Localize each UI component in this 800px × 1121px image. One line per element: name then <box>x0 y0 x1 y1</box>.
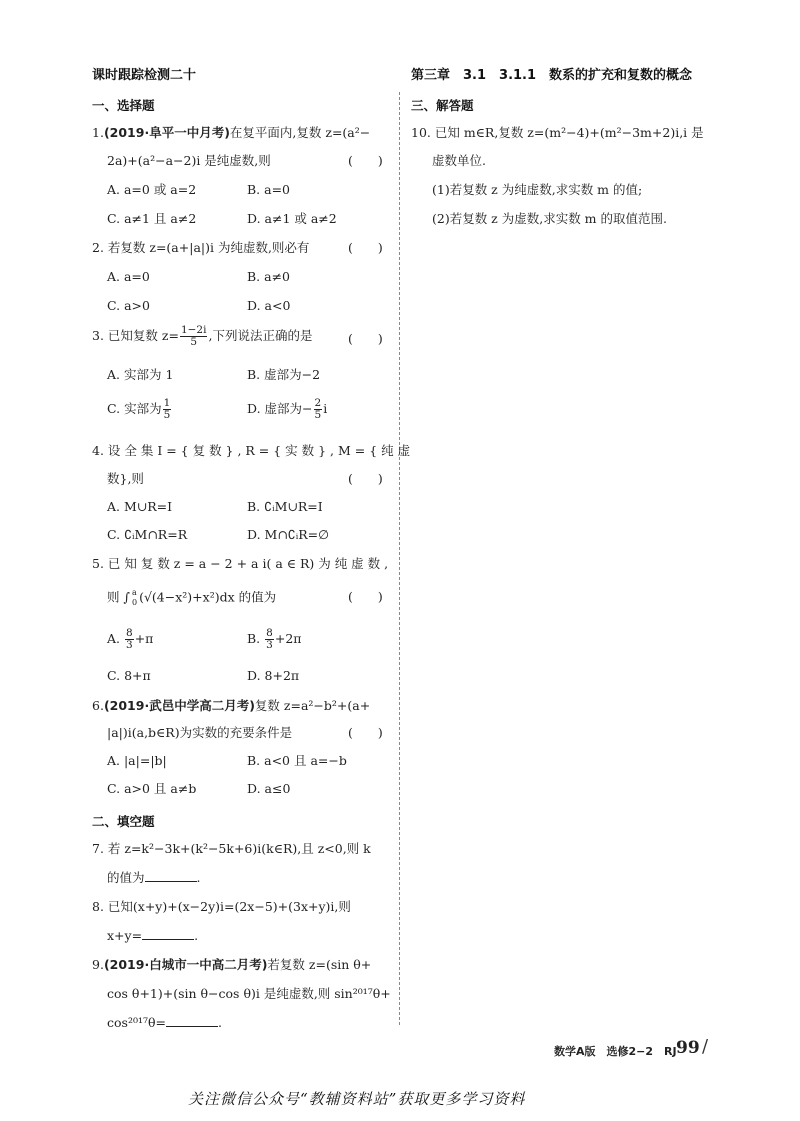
q3-option-d <box>247 398 327 421</box>
q8-post: . <box>194 928 199 943</box>
q1-option-d: D. a≠1 或 a≠2 <box>247 211 337 226</box>
q8-pre: x+y= <box>107 928 143 943</box>
q9-post: . <box>217 1015 222 1030</box>
q9-source: (2019·白城市一中高二月考) <box>103 957 268 972</box>
page-slash: / <box>702 1036 709 1057</box>
q4-option-a: A. M∪R=I <box>107 499 173 514</box>
q5-integral-sign: 则 ∫ <box>107 589 130 605</box>
q1-source: (2019·阜平一中月考) <box>103 125 230 140</box>
chapter-heading: 第三章 3.1 3.1.1 数系的扩充和复数的概念 <box>411 68 693 83</box>
q3-option-a: A. 实部为 1 <box>107 367 174 382</box>
question-7-line-2 <box>107 869 201 887</box>
q5-a-post: +π <box>134 631 154 646</box>
q3-fraction <box>180 325 208 348</box>
q3-c-fraction <box>163 398 172 421</box>
question-10-line-1: 10. 已知 m∈R,复数 z=(m²−4)+(m²−3m+2)i,i 是 <box>411 125 704 140</box>
q4-option-c: C. ∁ᵢM∩R=R <box>107 527 188 542</box>
q9-number: 9. <box>92 957 104 972</box>
q6-option-d: D. a≤0 <box>247 781 291 796</box>
question-6-line-2: |a|)i(a,b∈R)为实数的充要条件是 <box>107 725 293 740</box>
book-label: 数学A版 选修2−2 RJ <box>554 1045 677 1058</box>
q7-post: . <box>196 870 201 885</box>
q6-text-1: 复数 z=a²−b²+(a+ <box>254 698 371 713</box>
column-divider <box>399 92 400 1025</box>
q6-option-a: A. |a|=|b| <box>107 753 167 768</box>
question-1-line-1 <box>92 124 370 142</box>
section-fill-title: 二、填空题 <box>92 814 155 829</box>
question-10-part-1: (1)若复数 z 为纯虚数,求实数 m 的值; <box>432 182 643 197</box>
q1-answer-paren: ( ) <box>348 153 383 168</box>
q5-integrand: (√(4−x²)+x²)dx 的值为 <box>139 589 277 605</box>
q3-option-b: B. 虚部为−2 <box>247 367 321 382</box>
question-9-line-3 <box>107 1014 222 1032</box>
q3-c-pre: C. 实部为 <box>107 401 162 416</box>
q5-b-num: 8 <box>266 627 273 639</box>
page-heading-left: 课时跟踪检测二十 <box>92 68 197 83</box>
question-1-line-2: 2a)+(a²−a−2)i 是纯虚数,则 <box>107 153 271 168</box>
q9-text-1: 若复数 z=(sin θ+ <box>267 957 372 972</box>
q2-option-b: B. a≠0 <box>247 269 291 284</box>
q5-option-b <box>247 628 302 651</box>
q5-lower: 0 <box>132 598 138 607</box>
q3-c-num: 1 <box>163 397 171 409</box>
q9-answer-blank <box>166 1014 218 1027</box>
q1-option-b: B. a=0 <box>247 182 291 197</box>
q5-option-d: D. 8+2π <box>247 668 300 683</box>
q3-c-den: 5 <box>163 409 171 421</box>
q6-answer-paren: ( ) <box>348 725 383 740</box>
section-choice-title: 一、选择题 <box>92 98 155 113</box>
question-8-line-1: 8. 已知(x+y)+(x−2y)i=(2x−5)+(3x+y)i,则 <box>92 899 351 914</box>
q8-answer-blank <box>142 927 194 940</box>
wechat-note: 关注微信公众号“教辅资料站”获取更多学习资料 <box>188 1090 526 1108</box>
q5-option-c: C. 8+π <box>107 668 151 683</box>
q5-b-den: 3 <box>266 639 273 651</box>
q1-option-a: A. a=0 或 a=2 <box>107 182 197 197</box>
question-5-line-1: 5. 已 知 复 数 z = a − 2 + a i( a ∈ R) 为 纯 虚 数 , <box>92 556 389 571</box>
q2-option-a: A. a=0 <box>107 269 150 284</box>
q3-post: ,下列说法正确的是 <box>208 328 313 343</box>
q3-frac-den: 5 <box>190 336 198 348</box>
q5-b-post: +2π <box>274 631 302 646</box>
question-7-line-1: 7. 若 z=k²−3k+(k²−5k+6)i(k∈R),且 z<0,则 k <box>92 841 371 856</box>
question-4-line-1: 4. 设 全 集 I = { 复 数 } , R = { 实 数 } , M = { 纯 虚 <box>92 443 411 458</box>
q7-pre: 的值为 <box>107 870 145 885</box>
q3-option-c <box>107 398 172 421</box>
q3-pre: 3. 已知复数 z= <box>92 328 179 343</box>
q5-a-fraction <box>125 628 134 651</box>
q7-answer-blank <box>145 869 197 882</box>
q1-number: 1. <box>92 125 104 140</box>
question-9-line-1 <box>92 956 371 974</box>
q5-a-den: 3 <box>126 639 133 651</box>
q3-answer-paren: ( ) <box>348 331 383 346</box>
q5-a-label: A. <box>107 631 121 646</box>
question-6-line-1 <box>92 697 370 715</box>
question-9-line-2: cos θ+1)+(sin θ−cos θ)i 是纯虚数,则 sin²⁰¹⁷θ+ <box>107 986 391 1001</box>
q5-upper: a <box>132 588 137 597</box>
q6-option-c: C. a>0 且 a≠b <box>107 781 197 796</box>
q4-option-d: D. M∩∁ᵢR=∅ <box>247 527 330 542</box>
q4-option-b: B. ∁ᵢM∪R=I <box>247 499 323 514</box>
q2-option-d: D. a<0 <box>247 298 291 313</box>
section-answer-title: 三、解答题 <box>411 98 474 113</box>
q5-answer-paren: ( ) <box>348 589 383 604</box>
q3-d-fraction <box>314 398 323 421</box>
page-number: 99 <box>676 1038 700 1058</box>
q3-d-pre: D. 虚部为− <box>247 401 313 416</box>
q2-option-c: C. a>0 <box>107 298 150 313</box>
q3-d-post: i <box>323 401 328 416</box>
question-10-line-2: 虚数单位. <box>432 153 486 168</box>
question-4-line-2: 数},则 <box>107 471 144 486</box>
q5-option-a <box>107 628 153 651</box>
q6-number: 6. <box>92 698 104 713</box>
q5-integral-bounds <box>132 588 137 608</box>
q9-pre: cos²⁰¹⁷θ= <box>107 1015 166 1030</box>
question-8-line-2 <box>107 927 198 945</box>
q5-b-label: B. <box>247 631 261 646</box>
question-2: 2. 若复数 z=(a+|a|)i 为纯虚数,则必有 <box>92 240 310 255</box>
q5-b-fraction <box>265 628 274 651</box>
question-5-line-2 <box>107 588 276 608</box>
q3-frac-num: 1−2i <box>180 324 207 336</box>
q4-answer-paren: ( ) <box>348 471 383 486</box>
question-10-part-2: (2)若复数 z 为虚数,求实数 m 的取值范围. <box>432 211 667 226</box>
q1-text-1: 在复平面内,复数 z=(a²− <box>229 125 371 140</box>
q3-d-num: 2 <box>314 397 322 409</box>
q2-answer-paren: ( ) <box>348 240 383 255</box>
question-3 <box>92 325 312 348</box>
q5-a-num: 8 <box>126 627 133 639</box>
q6-option-b: B. a<0 且 a=−b <box>247 753 347 768</box>
q1-option-c: C. a≠1 且 a≠2 <box>107 211 197 226</box>
q3-d-den: 5 <box>314 409 322 421</box>
q6-source: (2019·武邑中学高二月考) <box>103 698 255 713</box>
